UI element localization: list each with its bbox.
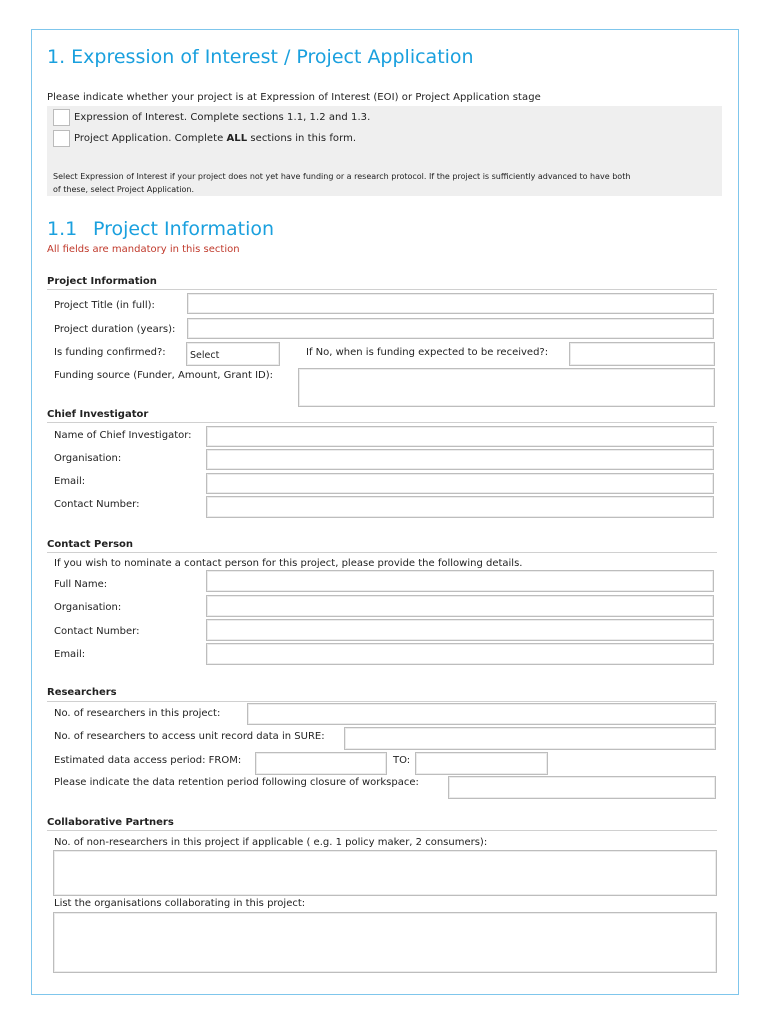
stage-prompt: Please indicate whether your project is at Expression of Interest (EOI) or Project Application stage [47, 92, 541, 103]
researchers-heading: Researchers [47, 687, 117, 698]
mandatory-note: All fields are mandatory in this section [47, 244, 240, 255]
cp-organisation-input[interactable] [206, 595, 714, 617]
collaborating-organisations-input[interactable] [53, 912, 717, 973]
project-info-heading: Project Information [47, 276, 157, 287]
divider [47, 289, 717, 290]
access-period-from-label: Estimated data access period: FROM: [54, 755, 242, 766]
section-1-1-title: 1.1 Project Information [47, 218, 275, 240]
ci-name-label: Name of Chief Investigator: [54, 430, 192, 441]
divider [47, 830, 717, 831]
funding-expected-input[interactable] [569, 342, 715, 366]
cp-email-label: Email: [54, 649, 86, 660]
eoi-option-label: Expression of Interest. Complete sections 1.1, 1.2 and 1.3. [74, 112, 371, 123]
project-duration-input[interactable] [187, 318, 714, 339]
ci-email-input[interactable] [206, 473, 714, 494]
funding-confirmed-select[interactable]: Select [186, 342, 280, 366]
funding-source-label: Funding source (Funder, Amount, Grant ID): [54, 370, 274, 381]
researchers-access-label: No. of researchers to access unit record data in SURE: [54, 731, 325, 742]
retention-period-label: Please indicate the data retention period following closure of workspace: [54, 777, 419, 788]
stage-note: Select Expression of Interest if your project does not yet have funding or a research protocol. If the project is sufficiently advanced to have both of these, select Project Application. [53, 172, 631, 194]
contact-person-intro: If you wish to nominate a contact person for this project, please provide the following details. [54, 558, 523, 569]
researchers-access-input[interactable] [344, 727, 716, 750]
access-period-to-input[interactable] [415, 752, 548, 775]
cp-email-input[interactable] [206, 643, 714, 665]
non-researchers-input[interactable] [53, 850, 717, 896]
ci-contact-input[interactable] [206, 496, 714, 518]
eoi-checkbox[interactable] [53, 109, 70, 126]
funding-confirmed-label: Is funding confirmed?: [54, 347, 166, 358]
ci-name-input[interactable] [206, 426, 714, 447]
contact-person-heading: Contact Person [47, 539, 134, 550]
funding-source-input[interactable] [298, 368, 715, 407]
non-researchers-label: No. of non-researchers in this project if applicable ( e.g. 1 policy maker, 2 consumers): [54, 837, 488, 848]
collaborative-heading: Collaborative Partners [47, 817, 174, 828]
divider [47, 552, 717, 553]
project-title-input[interactable] [187, 293, 714, 314]
collaborating-organisations-label: List the organisations collaborating in this project: [54, 898, 306, 909]
ci-organisation-label: Organisation: [54, 453, 122, 464]
researchers-count-label: No. of researchers in this project: [54, 708, 221, 719]
project-application-option-label: Project Application. Complete ALL sections in this form. [74, 133, 357, 144]
ci-contact-label: Contact Number: [54, 499, 140, 510]
section-1-title: 1. Expression of Interest / Project Application [47, 46, 474, 68]
funding-expected-label: If No, when is funding expected to be received?: [306, 347, 549, 358]
retention-period-input[interactable] [448, 776, 716, 799]
access-period-to-label: TO: [393, 755, 411, 766]
divider [47, 422, 717, 423]
researchers-count-input[interactable] [247, 703, 716, 725]
ci-organisation-input[interactable] [206, 449, 714, 470]
chief-investigator-heading: Chief Investigator [47, 409, 149, 420]
cp-organisation-label: Organisation: [54, 602, 122, 613]
project-duration-label: Project duration (years): [54, 324, 176, 335]
project-application-checkbox[interactable] [53, 130, 70, 147]
cp-contact-input[interactable] [206, 619, 714, 641]
cp-contact-label: Contact Number: [54, 626, 140, 637]
divider [47, 701, 717, 702]
access-period-from-input[interactable] [255, 752, 387, 775]
ci-email-label: Email: [54, 476, 86, 487]
cp-fullname-label: Full Name: [54, 579, 108, 590]
cp-fullname-input[interactable] [206, 570, 714, 592]
project-title-label: Project Title (in full): [54, 300, 155, 311]
